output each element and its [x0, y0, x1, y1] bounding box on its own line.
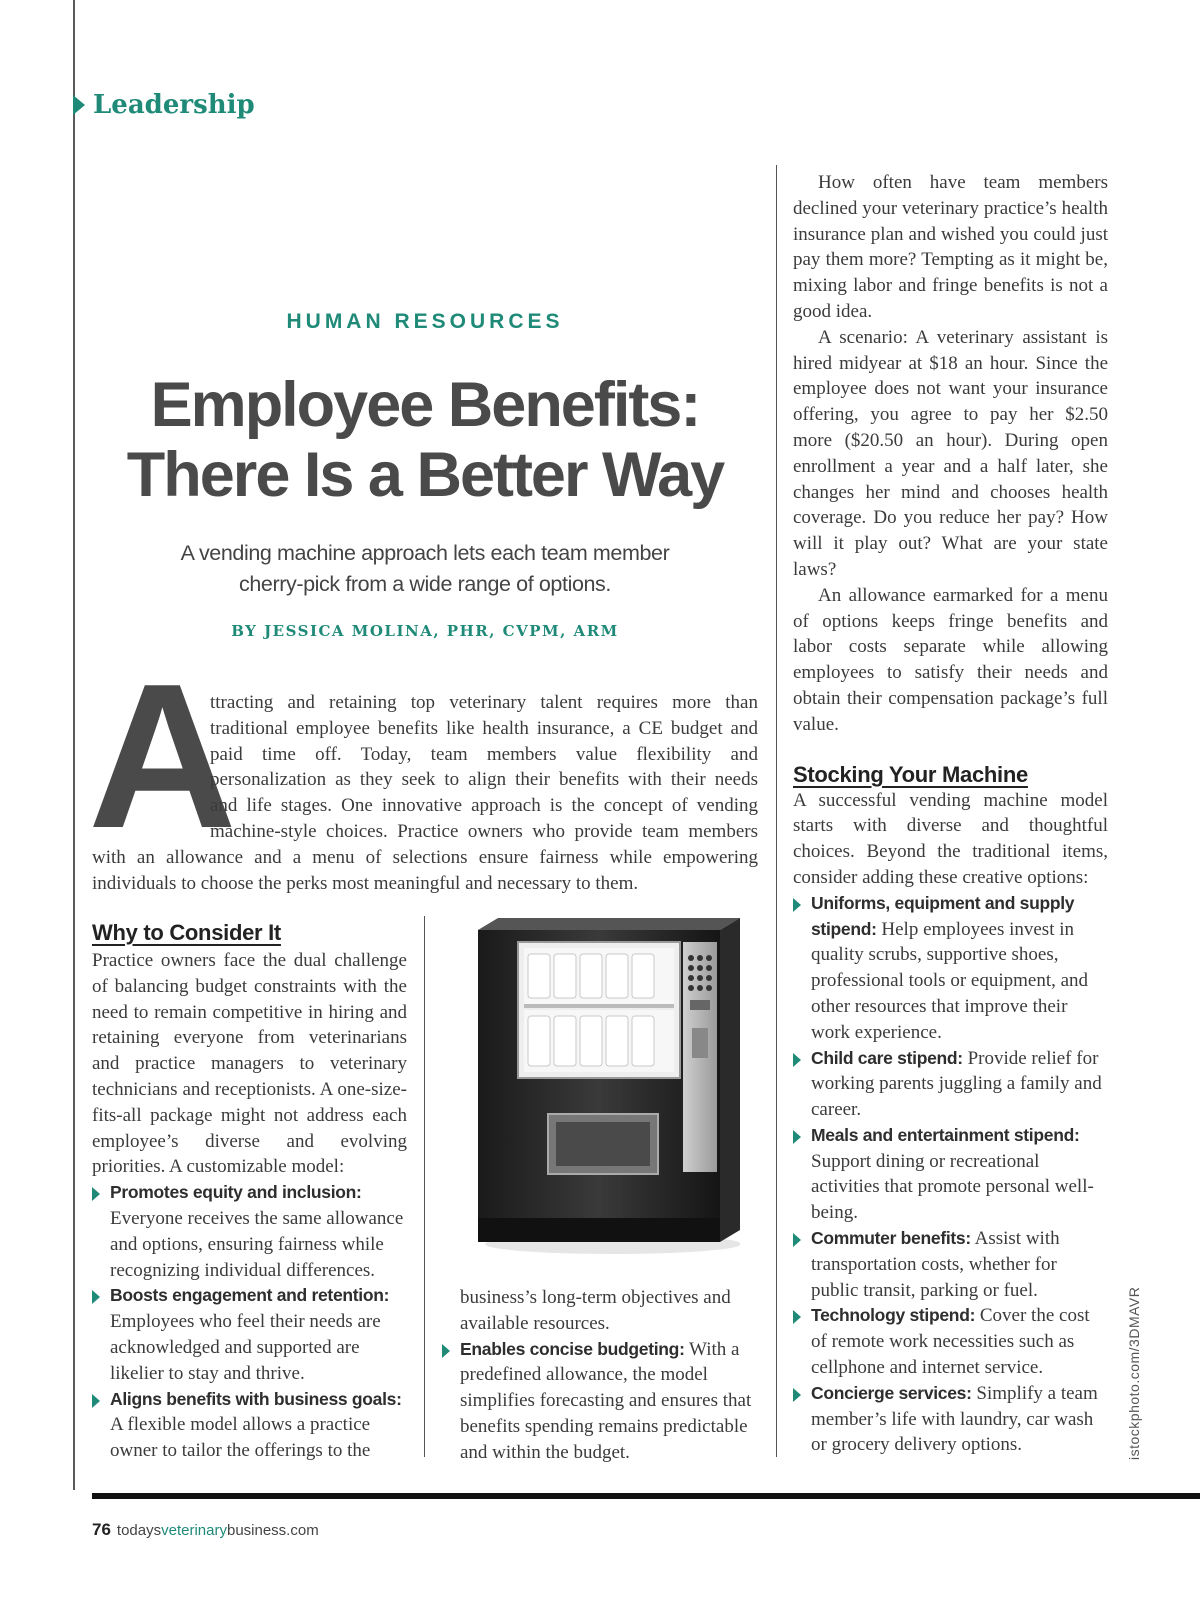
bullet-text: Cover the cost of remote work necessities such as cellphone and internet service.: [811, 1305, 1090, 1379]
body-paragraph: An allowance earmarked for a menu of options keeps fringe benefits and labor costs separate while allowing employees to satisfy their needs and obtain their compensation package’s full value.: [793, 584, 1108, 735]
bullet-label: Commuter benefits:: [811, 1228, 971, 1249]
column-middle: [442, 1285, 757, 1466]
kicker: HUMAN RESOURCES: [286, 310, 564, 333]
column-divider: [776, 165, 777, 1457]
bullet-text: Support dining or recreational activities that promote personal well-being.: [811, 1150, 1094, 1224]
bullet-text: A flexible model allows a practice owner to tailor the offerings to the: [110, 1414, 371, 1462]
bullet-text: Employees who feel their needs are acknowledged and supported are likelier to stay and thrive.: [110, 1311, 381, 1384]
bullet-label: Boosts engagement and retention:: [110, 1285, 390, 1306]
list-item: [793, 1046, 1108, 1123]
why-paragraph: Practice owners face the dual challenge of balancing budget constraints with the need to remain competitive in hiring and retaining everyone from veterinarians and practice managers to veterinary technicians and receptionists. A one-size-fits-all package might not address each employee’s diverse and evolving priorities. A customizable model:: [92, 950, 407, 1178]
site-name-part: business.com: [226, 1522, 319, 1539]
bullet-label: Enables concise budgeting:: [460, 1338, 685, 1359]
intro-line: ttracting and retaining top veterinary talent requires more than: [210, 692, 758, 713]
list-item: [442, 1337, 757, 1466]
why-heading: Why to Consider It: [92, 920, 281, 945]
list-item: [793, 1226, 1108, 1303]
bullet-text: Simplify a team member’s life with laundry, car wash or grocery delivery options.: [811, 1382, 1098, 1456]
deck-line-1: A vending machine approach lets each team member: [180, 541, 670, 565]
section-flag: [73, 90, 255, 120]
stocking-bullet-list: [793, 891, 1108, 1459]
intro-line: paid time off. Today, team members value flexibility and: [210, 743, 758, 765]
continuation-text: business’s long-term objectives and available resources.: [460, 1287, 731, 1334]
bullet-label: Promotes equity and inclusion:: [110, 1182, 362, 1203]
bullet-text: Provide relief for working parents juggling a family and career.: [811, 1047, 1102, 1121]
list-item: [92, 1180, 407, 1283]
intro-paragraph: [210, 690, 758, 845]
site-name-highlight: veterinary: [161, 1522, 227, 1539]
section-label: Leadership: [93, 90, 255, 120]
intro-line: and life stages. One innovative approach is the concept of vending: [210, 795, 758, 817]
headline: [90, 370, 760, 510]
intro-line: with an allowance and a menu of selections ensure fairness while empowering: [92, 847, 758, 868]
list-item: [92, 1283, 407, 1386]
list-item: [793, 1123, 1108, 1226]
body-paragraph: A scenario: A veterinary assistant is hired midyear at $18 an hour. Since the employee does not want your insurance offering, you agree to pay her $2.50 more ($20.50 an hour). During open enrollment a year and a half later, she changes her mind and chooses health coverage. Do you reduce her pay? How will it play out? What are your state laws?: [793, 326, 1108, 580]
middle-bullet-list: [442, 1337, 757, 1466]
page-footer: [92, 1520, 319, 1540]
why-bullet-list: [92, 1180, 407, 1464]
list-item: [793, 891, 1108, 1046]
bullet-label: Child care stipend:: [811, 1047, 963, 1068]
intro-line: traditional employee benefits like health insurance, a CE budget and: [210, 717, 758, 739]
left-margin-rule: [73, 0, 75, 1490]
column-why: [92, 920, 407, 1464]
bullet-text: With a predefined allowance, the model simplifies forecasting and ensures that benefits spending remains predictable and within the budget.: [460, 1338, 752, 1463]
stocking-intro: A successful vending machine model starts with diverse and thoughtful choices. Beyond the traditional items, consider adding these creative options:: [793, 789, 1108, 888]
bullet-label: Aligns benefits with business goals:: [110, 1388, 402, 1409]
footer-rule: [92, 1493, 1200, 1499]
headline-line-2: There Is a Better Way: [126, 440, 724, 510]
bullet-label: Technology stipend:: [811, 1305, 976, 1326]
column-divider: [424, 916, 425, 1457]
section-triangle-icon: [73, 95, 85, 115]
drop-cap: A: [88, 641, 237, 871]
headline-line-1: Employee Benefits:: [150, 370, 700, 440]
intro-line: machine-style choices. Practice owners who provide team members: [210, 820, 758, 842]
intro-line: individuals to choose the perks most meaningful and necessary to them.: [92, 872, 639, 894]
page-number: 76: [92, 1520, 111, 1539]
intro-paragraph-continued: [92, 845, 758, 897]
site-name-part: todays: [116, 1522, 162, 1539]
intro-line: personalization as they seek to align their benefits with their needs: [210, 769, 758, 791]
deck: [90, 538, 760, 600]
column-right: [793, 170, 1108, 1458]
photo-credit: istockphoto.com/3DMAVR: [1126, 1286, 1142, 1460]
stocking-heading: Stocking Your Machine: [793, 761, 1028, 787]
bullet-label: Concierge services:: [811, 1382, 972, 1403]
list-item: [92, 1387, 407, 1464]
deck-line-2: cherry-pick from a wide range of options.: [239, 572, 611, 596]
bullet-text: Assist with transportation costs, whether for public transit, parking or fuel.: [811, 1228, 1060, 1301]
list-item: [793, 1303, 1108, 1380]
list-item: [793, 1381, 1108, 1458]
body-paragraph: How often have team members declined your veterinary practice’s health insurance plan and wished you could just pay them more? Tempting as it might be, mixing labor and fringe benefits is not a good idea.: [793, 172, 1108, 322]
vending-machine-image: [478, 918, 740, 1258]
bullet-label: Uniforms, equipment and supply stipend:: [811, 892, 1075, 939]
bullet-text: Everyone receives the same allowance and options, ensuring fairness while recognizing individual differences.: [110, 1207, 404, 1281]
bullet-label: Meals and entertainment stipend:: [811, 1124, 1080, 1145]
byline: BY JESSICA MOLINA, PHR, CVPM, ARM: [231, 622, 619, 640]
bullet-text: Help employees invest in quality scrubs, supportive shoes, professional tools or equipment, and other resources that improve their work experience.: [811, 918, 1089, 1043]
